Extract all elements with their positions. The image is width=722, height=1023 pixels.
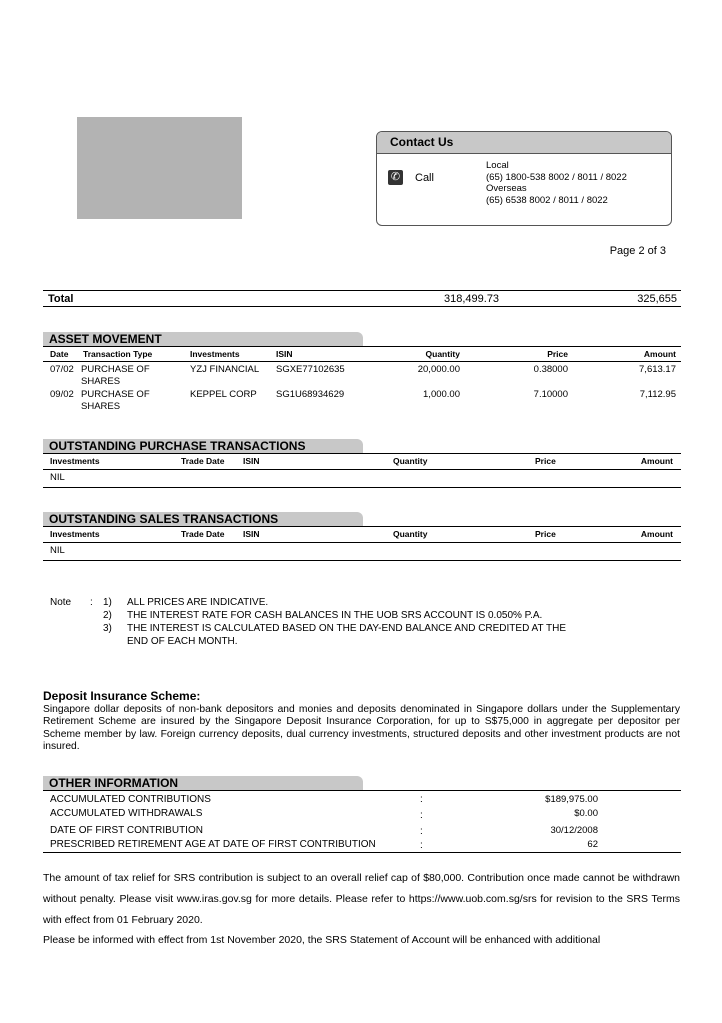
call-label: Call [415, 172, 434, 184]
bank-logo-placeholder [77, 117, 242, 219]
col-trade-date: Trade Date [181, 529, 225, 539]
divider [43, 453, 681, 454]
deposit-insurance-text: Singapore dollar deposits of non-bank depositors and monies and deposits denominated in Singapore dollars under the Supplementary Retirement Scheme are insured by the Singapore Deposit Insurance Corporation, for up to S$75,000 in aggregate per depositor per Scheme member by law. Foreign currency deposits, dual currency investments, structured deposits and other investment products are not insured. [43, 704, 680, 752]
col-quantity: Quantity [425, 349, 460, 359]
divider [43, 526, 681, 527]
row1-type: PURCHASE OF SHARES [81, 364, 150, 387]
col-investments: Investments [50, 529, 100, 539]
row1-price: 0.38000 [533, 364, 568, 375]
total-value-2: 325,655 [637, 293, 677, 305]
overseas-numbers: (65) 6538 8002 / 8011 / 8022 [486, 194, 608, 206]
local-numbers: (65) 1800-538 8002 / 8011 / 8022 [486, 171, 627, 183]
col-trade-date: Trade Date [181, 456, 225, 466]
note-num-1: 1) [103, 597, 112, 608]
total-value-1: 318,499.73 [444, 293, 500, 305]
page-number: Page 2 of 3 [609, 245, 666, 257]
row2-isin: SG1U68934629 [276, 389, 345, 400]
contact-numbers [486, 160, 627, 206]
col-isin: ISIN [243, 456, 260, 466]
col-investments: Investments [190, 349, 240, 359]
col-isin: ISIN [243, 529, 260, 539]
row2-investment: KEPPEL CORP [190, 389, 257, 400]
divider [43, 306, 681, 307]
enhancement-text: Please be informed with effect from 1st November 2020, the SRS Statement of Account will be enhanced with additional [43, 934, 601, 946]
other-information-title: OTHER INFORMATION [43, 776, 363, 790]
divider [43, 852, 681, 853]
note-num-3: 3) [103, 623, 112, 634]
oi-label-1: ACCUMULATED CONTRIBUTIONS [50, 794, 211, 805]
col-isin: ISIN [276, 349, 293, 359]
oi-colon: : [420, 810, 423, 821]
outstanding-purchase-title: OUTSTANDING PURCHASE TRANSACTIONS [43, 439, 363, 453]
oi-value-3: 30/12/2008 [550, 825, 598, 836]
total-label: Total [48, 293, 74, 305]
row1-date: 07/02 [50, 364, 74, 375]
col-quantity: Quantity [393, 529, 428, 539]
col-transaction-type: Transaction Type [83, 349, 153, 359]
divider [43, 346, 681, 347]
note-text-2: THE INTEREST RATE FOR CASH BALANCES IN THE UOB SRS ACCOUNT IS 0.050% P.A. [127, 610, 543, 621]
row2-price: 7.10000 [533, 389, 568, 400]
col-investments: Investments [50, 456, 100, 466]
phone-icon: ✆ [388, 170, 403, 185]
row2-type: PURCHASE OF SHARES [81, 389, 150, 412]
col-date: Date [50, 349, 69, 359]
row1-isin: SGXE77102635 [276, 364, 345, 375]
col-quantity: Quantity [393, 456, 428, 466]
note-label: Note [50, 597, 72, 608]
note-num-2: 2) [103, 610, 112, 621]
note-text-3: THE INTEREST IS CALCULATED BASED ON THE DAY-END BALANCE AND CREDITED AT THE [127, 623, 566, 634]
overseas-label: Overseas [486, 183, 527, 195]
divider [43, 290, 681, 291]
oi-value-4: 62 [587, 839, 598, 850]
oi-label-4: PRESCRIBED RETIREMENT AGE AT DATE OF FIRST CONTRIBUTION [50, 839, 376, 850]
local-label: Local [486, 160, 509, 171]
oi-colon: : [420, 826, 423, 837]
row2-quantity: 1,000.00 [423, 389, 460, 400]
divider [43, 469, 681, 470]
col-amount: Amount [640, 529, 673, 539]
col-amount: Amount [643, 349, 676, 359]
contact-us-title: Contact Us [377, 132, 671, 154]
contact-us-box [376, 131, 672, 226]
col-price: Price [535, 456, 556, 466]
row1-quantity: 20,000.00 [417, 364, 460, 375]
divider [43, 542, 681, 543]
divider [43, 790, 681, 791]
divider [43, 487, 681, 488]
note-colon: : [90, 597, 93, 608]
outstanding-sales-title: OUTSTANDING SALES TRANSACTIONS [43, 512, 363, 526]
row1-investment: YZJ FINANCIAL [190, 364, 260, 375]
note-text-3-cont: END OF EACH MONTH. [127, 636, 238, 647]
oi-value-1: $189,975.00 [545, 794, 598, 805]
row1-amount: 7,613.17 [639, 364, 676, 375]
oi-colon: : [420, 794, 423, 805]
divider [43, 361, 681, 362]
row2-date: 09/02 [50, 389, 74, 400]
deposit-insurance-title: Deposit Insurance Scheme: [43, 689, 201, 703]
oi-label-2: ACCUMULATED WITHDRAWALS [50, 808, 203, 819]
col-price: Price [547, 349, 568, 359]
note-text-1: ALL PRICES ARE INDICATIVE. [127, 597, 269, 608]
outstanding-purchase-value: NIL [50, 472, 65, 483]
asset-movement-title: ASSET MOVEMENT [43, 332, 363, 346]
col-amount: Amount [640, 456, 673, 466]
col-price: Price [535, 529, 556, 539]
oi-label-3: DATE OF FIRST CONTRIBUTION [50, 825, 203, 836]
tax-relief-text: The amount of tax relief for SRS contribution is subject to an overall relief cap of $80,000. Contribution once made cannot be withdrawn without penalty. Please visit www.iras.gov.sg for more details. Please refer to https://www.uob.com.sg/srs for revision to the SRS Terms with effect from 01 February 2020. [43, 872, 680, 926]
oi-value-2: $0.00 [574, 808, 598, 819]
divider [43, 560, 681, 561]
oi-colon: : [420, 840, 423, 851]
row2-amount: 7,112.95 [639, 389, 676, 400]
outstanding-sales-value: NIL [50, 545, 65, 556]
